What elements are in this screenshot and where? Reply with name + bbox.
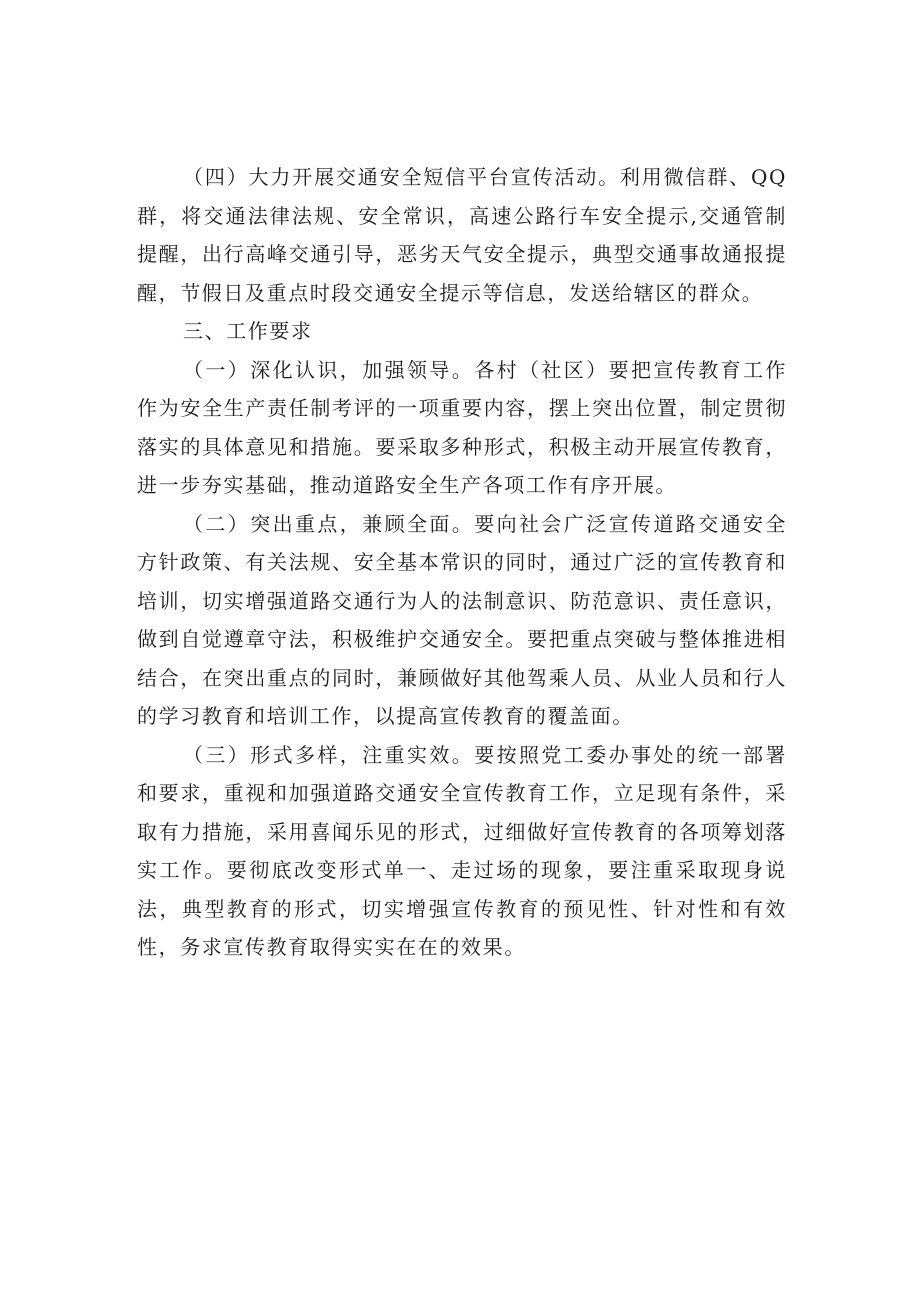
- paragraph-requirement-1: （一）深化认识，加强领导。各村（社区）要把宣传教育工作作为安全生产责任制考评的一项重要内容，摆上突出位置，制定贯彻落实的具体意见和措施。要采取多种形式，积极主动开展宣传教育，进一步夯实基础，推动道路安全生产各项工作有序开展。: [137, 357, 787, 497]
- document-body: [137, 158, 787, 967]
- paragraph-requirement-2: （二）突出重点，兼顾全面。要向社会广泛宣传道路交通安全方针政策、有关法规、安全基本常识的同时，通过广泛的宣传教育和培训，切实增强道路交通行为人的法制意识、防范意识、责任意识，做到自觉遵章守法，积极维护交通安全。要把重点突破与整体推进相结合，在突出重点的同时，兼顾做好其他驾乘人员、从业人员和行人的学习教育和培训工作，以提高宣传教育的覆盖面。: [137, 511, 787, 728]
- paragraph-requirement-3: （三）形式多样，注重实效。要按照党工委办事处的统一部署和要求，重视和加强道路交通安全宣传教育工作，立足现有条件，采取有力措施，采用喜闻乐见的形式，过细做好宣传教育的各项筹划落实工作。要彻底改变形式单一、走过场的现象，要注重采取现身说法，典型教育的形式，切实增强宣传教育的预见性、针对性和有效性，务求宣传教育取得实实在在的效果。: [137, 742, 787, 959]
- section-heading-work-requirements: 三、工作要求: [183, 319, 313, 343]
- paragraph-sms-platform-campaign: （四）大力开展交通安全短信平台宣传活动。利用微信群、QQ群，将交通法律法规、安全常识，高速公路行车安全提示,交通管制提醒，出行高峰交通引导，恶劣天气安全提示，典型交通事故通报提醒，节假日及重点时段交通安全提示等信息，发送给辖区的群众。: [137, 165, 787, 305]
